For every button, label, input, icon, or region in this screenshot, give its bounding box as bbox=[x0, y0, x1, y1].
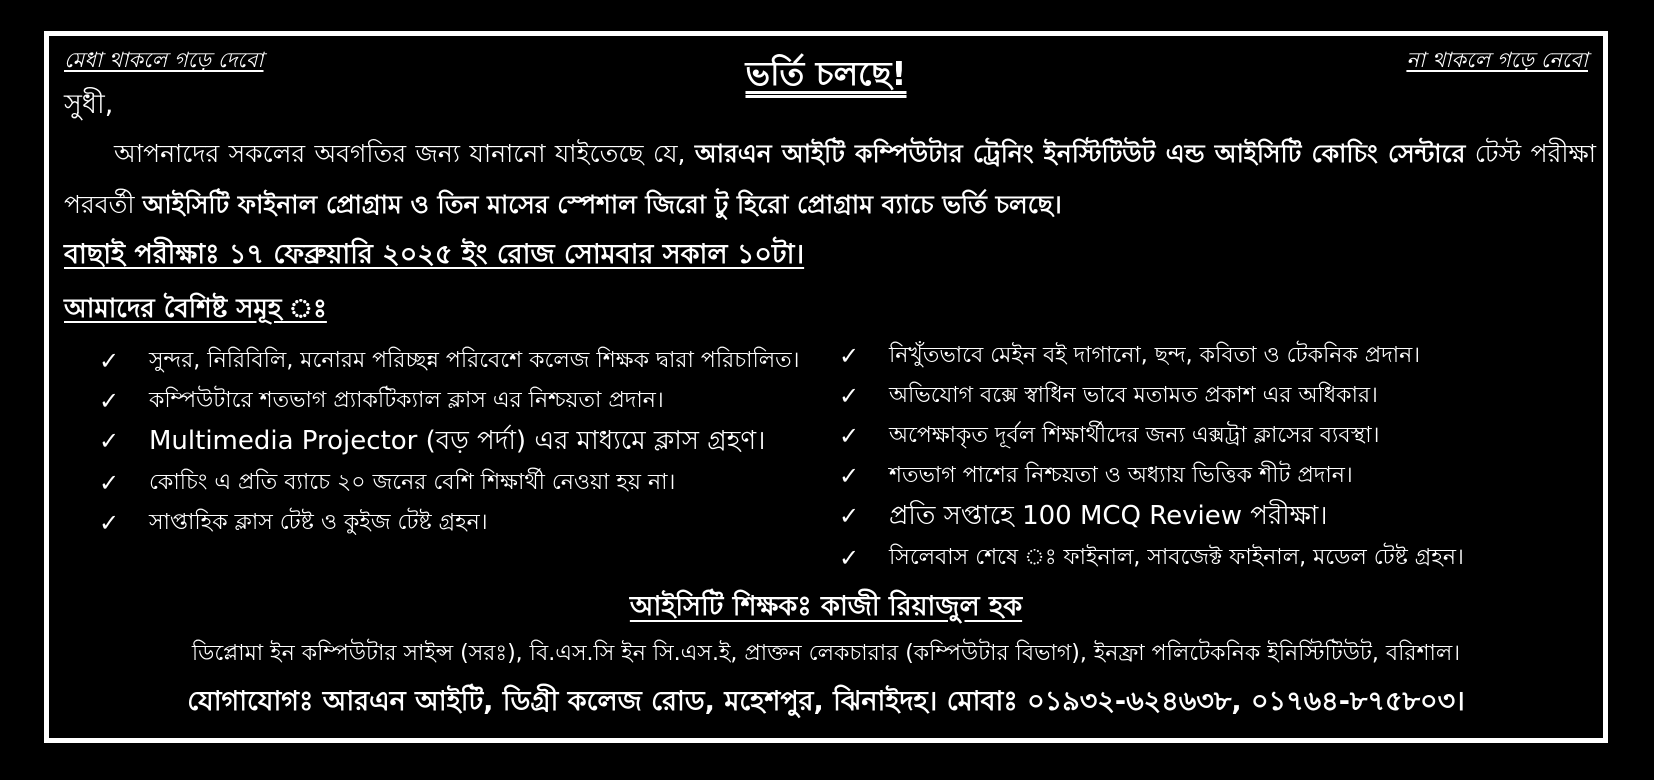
feature-text: অপেক্ষাকৃত দূর্বল শিক্ষার্থীদের জন্য এক্সট্রা ক্লাসের ব্যবস্থা। bbox=[889, 423, 1380, 448]
feature-text: সিলেবাস শেষে ঃ ফাইনাল, সাবজেক্ট ফাইনাল, মডেল টেষ্ট গ্রহন। bbox=[889, 545, 1464, 570]
check-icon: ✓ bbox=[839, 544, 860, 572]
check-icon: ✓ bbox=[839, 502, 860, 530]
feature-item bbox=[99, 505, 829, 541]
feature-text: শতভাগ পাশের নিশ্চয়তা ও অধ্যায় ভিত্তিক শীট প্রদান। bbox=[889, 463, 1353, 488]
feature-text: কম্পিউটারে শতভাগ প্র্যাকটিক্যাল ক্লাস এর নিশ্চয়তা প্রদান। bbox=[149, 388, 664, 413]
greeting: সুধী, bbox=[64, 89, 114, 120]
feature-text: কোচিং এ প্রতি ব্যাচে ২০ জনের বেশি শিক্ষার্থী নেওয়া হয় না। bbox=[149, 470, 676, 495]
feature-item bbox=[99, 465, 829, 501]
feature-item bbox=[839, 498, 1608, 536]
contact-line: যোগাযোগঃ আরএন আইটি, ডিগ্রী কলেজ রোড, মহেশপুর, ঝিনাইদহ। মোবাঃ ০১৯৩২-৬২৪৬৩৮, ০১৭৬৪-৮৭৫৮০৩। bbox=[187, 686, 1465, 717]
check-icon: ✓ bbox=[839, 382, 860, 410]
check-icon: ✓ bbox=[99, 427, 120, 455]
feature-text: প্রতি সপ্তাহে 100 MCQ Review পরীক্ষা। bbox=[889, 501, 1328, 531]
check-icon: ✓ bbox=[839, 422, 860, 450]
feature-text: Multimedia Projector (বড় পর্দা) এর মাধ্যমে ক্লাস গ্রহণ। bbox=[149, 426, 766, 456]
features-heading: আমাদের বৈশিষ্ট সমূহ ঃ bbox=[64, 294, 327, 324]
feature-item bbox=[99, 383, 829, 419]
notice-frame bbox=[44, 31, 1608, 743]
feature-item bbox=[99, 343, 829, 379]
teacher-name: আইসিটি শিক্ষকঃ কাজী রিয়াজুল হক bbox=[629, 591, 1023, 622]
paragraph-part1: আপনাদের সকলের অবগতির জন্য যানানো যাইতেছে যে, bbox=[114, 139, 695, 168]
check-icon: ✓ bbox=[99, 509, 120, 537]
features-list-left bbox=[99, 343, 829, 545]
feature-text: সাপ্তাহিক ক্লাস টেষ্ট ও কুইজ টেষ্ট গ্রহন। bbox=[149, 510, 488, 535]
feature-text: সুন্দর, নিরিবিলি, মনোরম পরিচ্ছন্ন পরিবেশে কলেজ শিক্ষক দ্বারা পরিচালিত। bbox=[149, 348, 800, 373]
institute-name: আরএন আইটি কম্পিউটার ট্রেনিং ইনস্টিটিউট এন্ড আইসিটি কোচিং সেন্টারে bbox=[694, 139, 1466, 168]
feature-item bbox=[839, 378, 1608, 414]
check-icon: ✓ bbox=[99, 347, 120, 375]
teacher-line bbox=[49, 586, 1603, 631]
feature-text: অভিযোগ বক্সে স্বাধিন ভাবে মতামত প্রকাশ এর অধিকার। bbox=[889, 383, 1378, 408]
feature-item bbox=[839, 458, 1608, 494]
title-text: ভর্তি চলছে! bbox=[745, 54, 907, 93]
check-icon: ✓ bbox=[99, 469, 120, 497]
check-icon: ✓ bbox=[839, 342, 860, 370]
motto-right: না থাকলে গড়ে নেবো bbox=[1406, 48, 1588, 72]
selection-exam: বাছাই পরীক্ষাঃ ১৭ ফেব্রুয়ারি ২০২৫ ইং রোজ সোমবার সকাল ১০টা। bbox=[64, 239, 805, 270]
program-names: আইসিটি ফাইনাল প্রোগ্রাম ও তিন মাসের স্পেশাল জিরো টু হিরো প্রোগ্রাম ব্যাচে ভর্তি চলছে। bbox=[142, 190, 1062, 219]
intro-paragraph bbox=[64, 128, 1596, 230]
feature-item bbox=[839, 540, 1608, 576]
paragraph-part2: টেস্ট পরীক্ষা পরবর্তী bbox=[64, 139, 1596, 219]
notice-title bbox=[49, 48, 1603, 104]
check-icon: ✓ bbox=[99, 387, 120, 415]
check-icon: ✓ bbox=[839, 462, 860, 490]
teacher-qualifications: ডিপ্লোমা ইন কম্পিউটার সাইন্স (সরঃ), বি.এস.সি ইন সি.এস.ই, প্রাক্তন লেকচারার (কম্পিউটার বিভাগ), ইনফ্রা পলিটেকনিক ইনিস্টিটিউট, বরিশাল। bbox=[191, 641, 1461, 666]
feature-item bbox=[99, 423, 829, 461]
feature-text: নিখুঁতভাবে মেইন বই দাগানো, ছন্দ, কবিতা ও টেকনিক প্রদান। bbox=[889, 343, 1421, 368]
feature-item bbox=[839, 418, 1608, 454]
motto-left: মেধা থাকলে গড়ে দেবো bbox=[64, 48, 264, 72]
feature-item bbox=[839, 338, 1608, 374]
features-list-right bbox=[839, 338, 1608, 580]
